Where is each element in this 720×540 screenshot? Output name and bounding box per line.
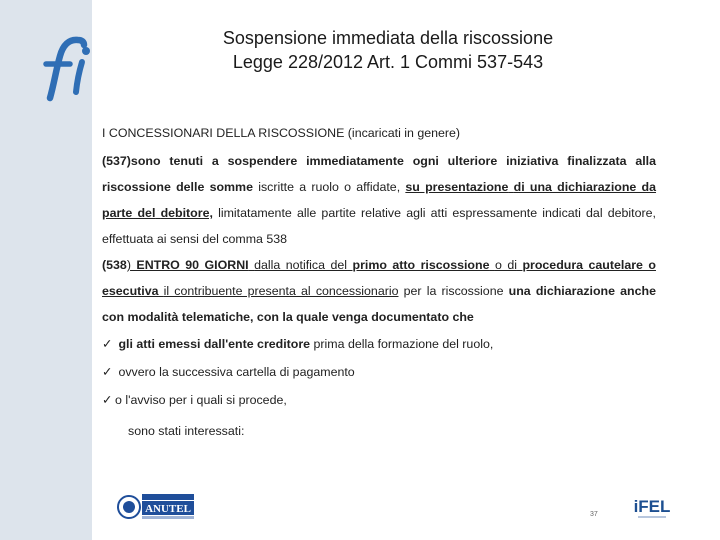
comma-537-text-1: (537)sono tenuti a sospendere immediatamente ogni ulteriore iniziativa finalizzata alla riscossione delle somme [102, 154, 656, 194]
comma-537-text-8: limitatamente alle partite relative agli atti espressamente indicati dal debitore, effettuata ai sensi del comma 538 [102, 206, 656, 246]
title-line-1: Sospensione immediata della riscossione [222, 28, 554, 48]
slide-body [102, 120, 656, 444]
check-item-3 [102, 386, 656, 414]
ifel-logo-text: iFEL [634, 497, 670, 516]
anutel-logo [116, 492, 196, 522]
comma-537-text-5: di una dichiarazione da parte del [102, 180, 657, 220]
checkmark-icon: ✓ [102, 393, 113, 407]
check-item-3-text: o l'avviso per i quali si procede, [115, 393, 287, 407]
check-item-1 [102, 330, 656, 358]
fi-logo-icon [40, 34, 96, 102]
comma-537-text-2: iscritte a ruolo o affidate, [252, 180, 406, 194]
title-line-2: Legge 228/2012 Art. 1 Commi 537-543 [232, 52, 544, 72]
anutel-logo-text: ANUTEL [145, 503, 191, 515]
checkmark-icon: ✓ [102, 337, 113, 351]
comma-538-text-15: una dichiarazione anche con modalità telematiche, con la quale venga documentato che [102, 284, 656, 324]
comma-538-text-3: ENTRO 90 GIORNI [130, 258, 249, 272]
page-number: 37 [590, 511, 598, 518]
comma-538-text-13: il contribuente presenta al concessionario [163, 284, 399, 298]
closing-text: sono stati interessati: [128, 424, 245, 438]
concessionari-heading: I CONCESSIONARI DELLA RISCOSSIONE (incaricati in genere) [102, 126, 461, 140]
check-item-2-text: ovvero la successiva cartella di pagamento [118, 365, 355, 379]
comma-538-text-7: primo atto riscossione [352, 258, 490, 272]
check-item-2 [102, 358, 656, 386]
comma-538-text-2: ) [126, 258, 131, 272]
comma-538-text-14: per la riscossione [398, 284, 509, 298]
comma-537-text-3: su presentazione [405, 180, 509, 194]
ifel-logo [634, 492, 670, 522]
comma-538-text-5: dalla notifica del [254, 258, 348, 272]
comma-537-text-7: debitore, [160, 206, 213, 220]
checkmark-icon: ✓ [102, 365, 113, 379]
comma-538-text-11: procedura cautelare o esecutiva [102, 258, 656, 298]
comma-537-paragraph [102, 148, 656, 252]
comma-538-text-1: (538 [102, 258, 127, 272]
check-item-1-bold: gli atti emessi dall'ente creditore [118, 337, 311, 351]
slide-title [188, 26, 588, 74]
comma-538-paragraph [102, 252, 656, 330]
check-item-1-rest: prima della formazione del ruolo, [310, 337, 494, 351]
comma-538-text-9: o di [494, 258, 517, 272]
